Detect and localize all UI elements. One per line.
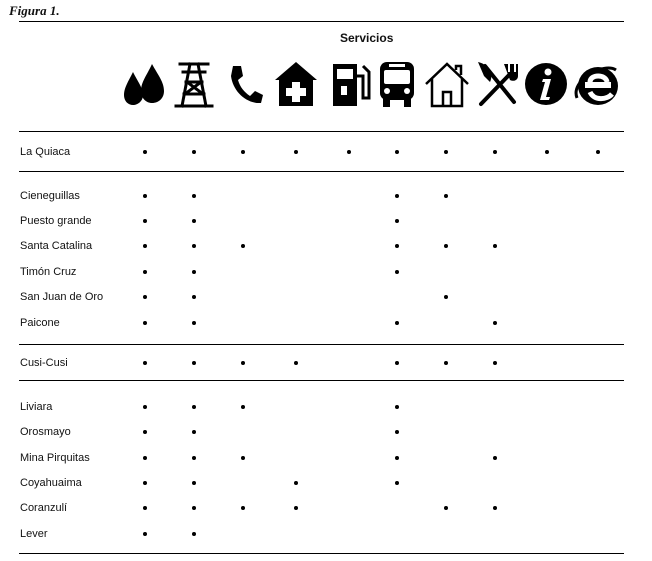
service-dot	[241, 361, 245, 365]
top-rule	[19, 21, 624, 22]
row-label: Mina Pirquitas	[20, 452, 90, 464]
service-dot	[395, 270, 399, 274]
service-dot	[596, 150, 600, 154]
service-dot	[192, 506, 196, 510]
information-icon	[523, 60, 569, 108]
service-dot	[143, 430, 147, 434]
row-label: Cieneguillas	[20, 190, 80, 202]
service-dot	[444, 361, 448, 365]
health-center-icon	[273, 60, 319, 108]
service-dot	[294, 506, 298, 510]
row-label: La Quiaca	[20, 146, 71, 158]
restaurant-icon	[474, 60, 520, 108]
row-label: Coranzulí	[20, 502, 68, 514]
row-label: Orosmayo	[20, 426, 71, 438]
row-label: Lever	[20, 528, 48, 540]
bottom-rule	[19, 553, 624, 554]
service-dot	[192, 150, 196, 154]
row-label: Coyahuaima	[20, 477, 82, 489]
service-dot	[444, 150, 448, 154]
service-dot	[143, 244, 147, 248]
service-dot	[143, 150, 147, 154]
service-dot	[241, 150, 245, 154]
service-dot	[395, 405, 399, 409]
service-dot	[143, 270, 147, 274]
service-dot	[192, 430, 196, 434]
service-dot	[192, 532, 196, 536]
service-dot	[143, 321, 147, 325]
section-rule	[19, 171, 624, 172]
service-dot	[192, 361, 196, 365]
row-label: Timón Cruz	[20, 266, 77, 278]
row-label: Cusi-Cusi	[20, 357, 68, 369]
service-dot	[294, 481, 298, 485]
row-label: Liviara	[20, 401, 53, 413]
bus-icon	[374, 60, 420, 108]
services-header: Servicios	[340, 31, 394, 45]
service-dot	[143, 295, 147, 299]
service-dot	[395, 194, 399, 198]
service-dot	[395, 321, 399, 325]
service-dot	[143, 456, 147, 460]
service-dot	[294, 361, 298, 365]
service-dot	[444, 194, 448, 198]
service-dot	[192, 270, 196, 274]
service-dot	[444, 295, 448, 299]
service-dot	[143, 219, 147, 223]
service-dot	[192, 456, 196, 460]
figure-label: Figura 1.	[9, 3, 60, 18]
service-dot	[241, 405, 245, 409]
service-dot	[192, 405, 196, 409]
service-dot	[395, 361, 399, 365]
row-label: Santa Catalina	[20, 240, 93, 252]
service-dot	[143, 194, 147, 198]
service-dot	[143, 532, 147, 536]
service-dot	[493, 150, 497, 154]
phone-icon	[221, 60, 267, 108]
service-dot	[395, 456, 399, 460]
service-dot	[192, 219, 196, 223]
service-dot	[395, 219, 399, 223]
service-dot	[395, 430, 399, 434]
service-dot	[192, 321, 196, 325]
service-dot	[493, 321, 497, 325]
service-dot	[493, 244, 497, 248]
section-rule	[19, 380, 624, 381]
service-dot	[444, 244, 448, 248]
power-tower-icon	[171, 60, 217, 108]
service-dot	[493, 506, 497, 510]
service-dot	[192, 295, 196, 299]
service-dot	[395, 244, 399, 248]
service-dot	[444, 506, 448, 510]
water-drops-icon	[122, 60, 168, 108]
service-dot	[395, 481, 399, 485]
service-dot	[143, 506, 147, 510]
service-dot	[192, 244, 196, 248]
service-dot	[143, 481, 147, 485]
service-dot	[493, 361, 497, 365]
service-dot	[143, 361, 147, 365]
service-dot	[192, 481, 196, 485]
house-icon	[424, 60, 470, 108]
service-dot	[143, 405, 147, 409]
service-dot	[493, 456, 497, 460]
row-label: Paicone	[20, 317, 60, 329]
header-rule	[19, 131, 624, 132]
service-dot	[192, 194, 196, 198]
fuel-pump-icon	[327, 60, 373, 108]
row-label: Puesto grande	[20, 215, 92, 227]
service-dot	[241, 244, 245, 248]
service-dot	[347, 150, 351, 154]
service-dot	[241, 456, 245, 460]
service-dot	[545, 150, 549, 154]
internet-icon	[574, 60, 620, 108]
section-rule	[19, 344, 624, 345]
row-label: San Juan de Oro	[20, 291, 104, 303]
service-dot	[241, 506, 245, 510]
service-dot	[395, 150, 399, 154]
service-dot	[294, 150, 298, 154]
